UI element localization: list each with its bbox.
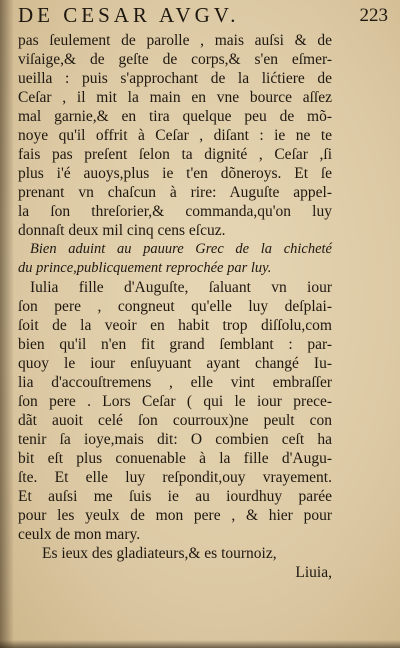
running-title: DE CESAR AVGV. (18, 3, 240, 27)
main-text (18, 31, 332, 582)
text-line: lia d'accouſtremens , elle vint embraſſer (18, 374, 332, 391)
text-line: la ſon threſorier,& commanda,qu'on luy (18, 203, 332, 220)
text-line: donnaſt deux mil cinq cens eſcuz. (18, 222, 226, 239)
text-line: quoy le iour enſuyuant ayant changé Iu- (18, 355, 332, 372)
side-note-line: Bien aduint au pauure Grec de la chicheté (30, 241, 332, 257)
text-line: ſon pere . Lors Ceſar ( qui le iour prece- (18, 393, 332, 410)
text-line: fais pas preſent ſelon ta dignité , Ceſar ,ſi (18, 146, 332, 163)
page-header (18, 3, 394, 29)
text-line: tenir ſa ioye,mais dit: O combien ceſt ha (18, 431, 332, 448)
text-line: Ceſar , il mit la main en vne bource aſſez (18, 89, 332, 106)
text-line: prenant vn chaſcun à rire: Auguſte appel- (18, 184, 332, 201)
text-line: viſaige,& de geſte de corps,& s'en eſmer- (18, 51, 332, 68)
text-line: Es ieux des gladiateurs,& es tournoiz, (42, 545, 277, 562)
text-line: ſon pere , congneut qu'elle luy deſplai- (18, 298, 332, 315)
text-line: bien qu'il n'en fit grand ſemblant : par- (18, 336, 332, 353)
text-line: Et auſsi me ſuis ie au iourdhuy parée (18, 488, 332, 505)
text-line: mal garnie,& en tira quelque peu de mõ- (18, 108, 332, 125)
text-line: pas ſeulement de parolle , mais auſsi & de (18, 32, 332, 49)
text-line: plus i'é auoys,plus ie t'en dõneroys. Et ſe (18, 165, 332, 182)
page-number: 223 (359, 5, 388, 26)
text-line: ſte. Et elle luy reſpondit,ouy vrayement. (18, 469, 332, 486)
text-line: Iulia fille d'Auguſte, ſaluant vn iour (30, 279, 332, 296)
text-line: pour les yeulx de mon pere , & hier pour (18, 507, 332, 524)
text-line: ueilla : puis s'approchant de la lićtiere de (18, 70, 332, 87)
text-line: noye qu'il offrit à Ceſar , diſant : ie ne te (18, 127, 332, 144)
text-line: bit eſt plus conuenable à la fille d'Augu- (18, 450, 332, 467)
text-line: dãt auoit celé ſon courroux)ne peult con (18, 412, 332, 429)
catchword: Liuia, (295, 564, 332, 581)
text-line: ceulx de mon mary. (18, 526, 141, 543)
text-line: ſoit de la veoir en habit trop diſſolu,com (18, 317, 332, 334)
side-note-line: du prince,publicquement reprochée par luy. (18, 260, 272, 276)
